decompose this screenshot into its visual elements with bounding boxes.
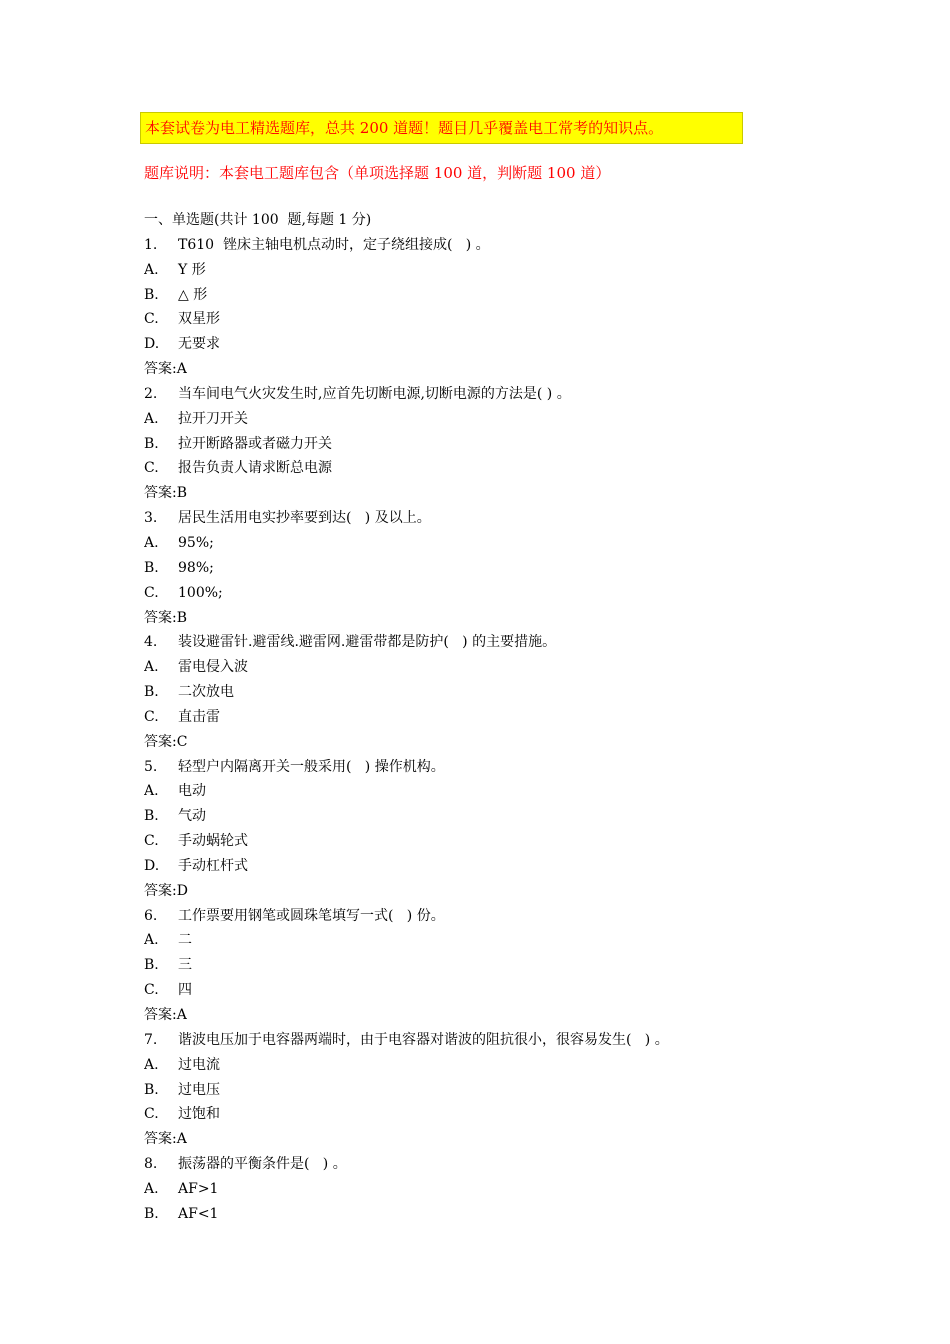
option-text: 过电压 — [178, 1081, 220, 1098]
option-text: AF<1 — [178, 1205, 219, 1222]
question-list — [144, 208, 844, 1227]
option-text: AF>1 — [178, 1180, 219, 1197]
option-label: B. — [144, 808, 159, 825]
option-label: C. — [144, 584, 159, 601]
option-row — [144, 1177, 844, 1202]
option-row — [144, 456, 844, 481]
question-text: 装设避雷针.避雷线.避雷网.避雷带都是防护( ) 的主要措施。 — [178, 634, 557, 651]
option-label: C. — [144, 708, 159, 725]
option-label: C. — [144, 311, 159, 328]
option-label: C. — [144, 982, 159, 999]
option-text: 拉开刀开关 — [178, 410, 248, 427]
option-text: △ 形 — [178, 286, 208, 303]
question-stem — [144, 904, 844, 929]
option-row — [144, 953, 844, 978]
question-stem — [144, 1028, 844, 1053]
option-label: A. — [144, 932, 159, 949]
question-number: 5. — [144, 758, 158, 775]
option-row — [144, 655, 844, 680]
question-number: 6. — [144, 907, 158, 924]
question-number: 1. — [144, 236, 158, 253]
option-text: 过饱和 — [178, 1106, 220, 1123]
answer-line: 答案:A — [144, 361, 187, 378]
answer-line: 答案:B — [144, 485, 188, 502]
option-label: D. — [144, 336, 160, 353]
option-row — [144, 829, 844, 854]
option-label: B. — [144, 435, 159, 452]
option-label: B. — [144, 1081, 159, 1098]
answer-line: 答案:A — [144, 1131, 187, 1148]
answer-line: 答案:A — [144, 1007, 187, 1023]
answer-line: 答案:C — [144, 733, 188, 750]
question-text: 工作票要用钢笔或圆珠笔填写一式( ) 份。 — [178, 907, 445, 924]
option-text: 直击雷 — [178, 708, 220, 725]
option-row — [144, 283, 844, 308]
option-text: 95%; — [178, 534, 214, 551]
question-text: 当车间电气火灾发生时,应首先切断电源,切断电源的方法是( ) 。 — [178, 385, 571, 402]
option-row — [144, 1053, 844, 1078]
option-text: 雷电侵入波 — [178, 659, 248, 676]
question-number: 2. — [144, 385, 158, 402]
question-number: 7. — [144, 1031, 158, 1048]
option-text: 98%; — [178, 559, 214, 576]
question-number: 8. — [144, 1156, 158, 1173]
option-text: 过电流 — [178, 1056, 220, 1073]
question-text: 居民生活用电实抄率要到达( ) 及以上。 — [178, 510, 431, 527]
option-text: 双星形 — [178, 311, 220, 328]
option-row — [144, 407, 844, 432]
question-stem — [144, 755, 844, 780]
option-label: A. — [144, 534, 159, 551]
option-text: 无要求 — [178, 336, 220, 353]
option-label: A. — [144, 1180, 159, 1197]
option-label: B. — [144, 684, 159, 701]
option-row — [144, 680, 844, 705]
option-row — [144, 928, 844, 953]
option-row — [144, 531, 844, 556]
option-text: 四 — [178, 982, 192, 999]
option-row — [144, 556, 844, 581]
option-row — [144, 1102, 844, 1127]
option-text: 二 — [178, 932, 192, 949]
option-row — [144, 307, 844, 332]
option-row — [144, 1202, 844, 1227]
option-label: A. — [144, 410, 159, 427]
option-label: C. — [144, 460, 159, 477]
question-stem — [144, 233, 844, 258]
option-row — [144, 581, 844, 606]
option-row — [144, 332, 844, 357]
option-text: 二次放电 — [178, 684, 234, 701]
option-row — [144, 779, 844, 804]
bank-description: 题库说明：本套电工题库包含（单项选择题 100 道，判断题 100 道） — [144, 164, 611, 182]
option-label: B. — [144, 957, 159, 974]
option-row — [144, 1078, 844, 1103]
option-label: A. — [144, 261, 159, 278]
option-text: 100%; — [178, 584, 223, 601]
option-text: 手动杠杆式 — [178, 857, 248, 874]
option-text: 气动 — [178, 808, 206, 825]
option-label: B. — [144, 559, 159, 576]
question-number: 3. — [144, 510, 158, 527]
option-row — [144, 258, 844, 283]
question-stem — [144, 1152, 844, 1177]
option-label: D. — [144, 857, 160, 874]
option-text: 手动蜗轮式 — [178, 833, 248, 850]
question-stem — [144, 382, 844, 407]
option-text: 拉开断路器或者磁力开关 — [178, 435, 332, 452]
answer-line: 答案:B — [144, 609, 188, 626]
question-text: T610 锉床主轴电机点动时，定子绕组接成( ) 。 — [178, 236, 490, 253]
option-text: 电动 — [178, 783, 206, 800]
option-row — [144, 854, 844, 879]
option-label: C. — [144, 833, 159, 850]
option-text: 三 — [178, 957, 192, 974]
question-stem — [144, 630, 844, 655]
option-label: B. — [144, 286, 159, 303]
highlighted-banner: 本套试卷为电工精选题库，总共 200 道题！题目几乎覆盖电工常考的知识点。 — [140, 112, 743, 144]
question-stem — [144, 506, 844, 531]
option-text: 报告负责人请求断总电源 — [178, 460, 332, 477]
section-title: 一、单选题(共计 100 题,每题 1 分) — [144, 212, 372, 228]
option-row — [144, 978, 844, 1003]
option-label: A. — [144, 1056, 159, 1073]
option-text: Y 形 — [178, 261, 206, 278]
question-text: 谐波电压加于电容器两端时，由于电容器对谐波的阻抗很小，很容易发生( ) 。 — [178, 1031, 669, 1048]
option-row — [144, 432, 844, 457]
answer-line: 答案:D — [144, 882, 188, 899]
question-text: 轻型户内隔离开关一般采用( ) 操作机构。 — [178, 758, 445, 775]
option-row — [144, 705, 844, 730]
option-row — [144, 804, 844, 829]
question-text: 振荡器的平衡条件是( ) 。 — [178, 1156, 347, 1173]
option-label: C. — [144, 1106, 159, 1123]
option-label: A. — [144, 659, 159, 676]
option-label: A. — [144, 783, 159, 800]
question-number: 4. — [144, 634, 158, 651]
option-label: B. — [144, 1205, 159, 1222]
